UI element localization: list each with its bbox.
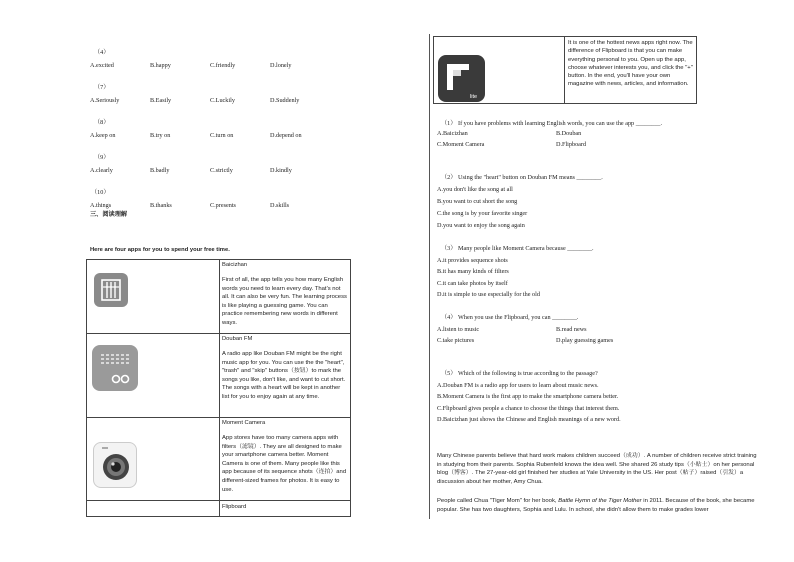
option: C.take pictures bbox=[437, 337, 475, 344]
option: B.badly bbox=[150, 167, 170, 174]
option: B.Douban bbox=[556, 130, 582, 137]
option: C.presents bbox=[210, 202, 236, 209]
option: D.play guessing games bbox=[556, 337, 614, 344]
option: A.you don't like the song at all bbox=[437, 186, 513, 193]
option: D.Suddenly bbox=[270, 97, 300, 104]
app-name-douban-fm: Douban FM bbox=[222, 336, 253, 342]
option: A.Douban FM is a radio app for users to learn about music news. bbox=[437, 382, 599, 389]
question-text: （5） Which of the following is true according to the passage? bbox=[441, 370, 598, 377]
option: C.friendly bbox=[210, 62, 236, 69]
option: C.it can take photos by itself bbox=[437, 280, 508, 287]
option: B.happy bbox=[150, 62, 171, 69]
question-text: （2） Using the "heart" button on Douban FM means ________. bbox=[441, 174, 603, 181]
option: B.read news bbox=[556, 326, 587, 333]
app-desc-baicizhan: First of all, the app tells you how many English words you need to learn every day. That's not all. It can also be very fun. The learning process is like playing a guessing game. You can practice remembering new words in different ways. bbox=[222, 277, 347, 326]
question-number: （7） bbox=[94, 84, 110, 91]
option: C.strictly bbox=[210, 167, 233, 174]
question-number: （9） bbox=[94, 154, 110, 161]
option: D.it is simple to use especially for the old bbox=[437, 291, 540, 298]
passage-paragraph-2: People called Chua "Tiger Mom" for her book, Battle Hymn of the Tiger Mother in 2011. Because of the book, she became popular. She has two daughters, Sophia and Lulu. In school, she didn't allow them to make grades lower bbox=[437, 498, 755, 513]
question-text: （4） When you use the Flipboard, you can ________. bbox=[441, 314, 579, 321]
reading-intro: Here are four apps for you to spend your free time. bbox=[90, 247, 230, 253]
option: A.things bbox=[90, 202, 112, 209]
option: C.Luckily bbox=[210, 97, 235, 104]
option: C.turn on bbox=[210, 132, 234, 139]
app-desc-moment-camera: App stores have too many camera apps with filters（滤镜）. They are all designed to make your smartphone camera better. Moment Camera is one of them. Many people like this app because of its sequence shots（连拍）and different-sized frames for photos. It is easy to use. bbox=[222, 435, 347, 493]
column-divider bbox=[429, 34, 430, 519]
option: B.thanks bbox=[150, 202, 172, 209]
option: D.depend on bbox=[270, 132, 302, 139]
option: B.try on bbox=[150, 132, 171, 139]
section-heading: 三、阅读理解 bbox=[90, 211, 128, 218]
option: D.lonely bbox=[270, 62, 292, 69]
app-name-baicizhan: Baicizhan bbox=[222, 262, 248, 268]
passage-paragraph-1: Many Chinese parents believe that hard work makes children succeed（成功）. A number of children receive strict training in studying from their parents. Sophia Rubenfeld knows the idea well. She shared 26 study tips（小贴士）on her personal blog（博客）. The 27-year-old girl finished her studies at Yale University in the US. Her post（帖子）raised（引发）a discussion about her mother, Amy Chua. bbox=[437, 453, 757, 485]
option: D.you want to enjoy the song again bbox=[437, 222, 525, 229]
option: A.excited bbox=[90, 62, 114, 69]
option: B.Moment Camera is the first app to make the smartphone camera better. bbox=[437, 393, 619, 400]
flipboard-icon bbox=[438, 55, 485, 102]
question-text: （1） If you have problems with learning English words, you can use the app ________. bbox=[441, 120, 662, 127]
option: B.Easily bbox=[150, 97, 172, 104]
option: A.listen to music bbox=[437, 326, 480, 333]
option: A.it provides sequence shots bbox=[437, 257, 508, 264]
question-number: （8） bbox=[94, 119, 110, 126]
radio-icon bbox=[92, 345, 138, 391]
app-name-flipboard: Flipboard bbox=[222, 504, 247, 510]
option: B.it has many kinds of filters bbox=[437, 268, 509, 275]
question-text: （3） Many people like Moment Camera because ________. bbox=[441, 245, 594, 252]
option: D.skills bbox=[270, 202, 290, 209]
option: A.clearly bbox=[90, 167, 113, 174]
option: C.the song is by your favorite singer bbox=[437, 210, 528, 217]
baicizhan-icon bbox=[94, 273, 128, 307]
option: D.kindly bbox=[270, 167, 292, 174]
option: D.Baicizhan just shows the Chinese and English meanings of a new word. bbox=[437, 416, 621, 423]
flipboard-desc: It is one of the hottest news apps right now. The difference of Flipboard is that you can make everything personal to you. Open up the app, choose whatever interests you, and click the "+" button. In the end, you'll have your own magazine with news, articles, and information. bbox=[568, 40, 693, 88]
option: A.Seriously bbox=[90, 97, 120, 104]
option: C.Moment Camera bbox=[437, 141, 485, 148]
option: B.you want to cut short the song bbox=[437, 198, 518, 205]
question-number: （4） bbox=[94, 49, 110, 56]
app-name-moment-camera: Moment Camera bbox=[222, 420, 266, 426]
option: C.Flipboard gives people a chance to choose the things that interest them. bbox=[437, 405, 620, 412]
app-desc-douban-fm: A radio app like Douban FM might be the right music app for you. You can use the the "heart", "trash" and "skip" buttons（按钮）to mark the songs you like, don't like, and want to cut short. The songs with a heart will be kept in another list for you to enjoy again at any time. bbox=[222, 351, 346, 400]
question-number: （10） bbox=[91, 189, 110, 196]
option: D.Flipboard bbox=[556, 141, 587, 148]
camera-icon bbox=[93, 442, 137, 488]
icon-label: lite bbox=[470, 94, 478, 100]
option: A.keep on bbox=[90, 132, 116, 139]
book-title: Battle Hymn of the Tiger Mother bbox=[558, 498, 642, 504]
option: A.Baicizhan bbox=[437, 130, 468, 137]
